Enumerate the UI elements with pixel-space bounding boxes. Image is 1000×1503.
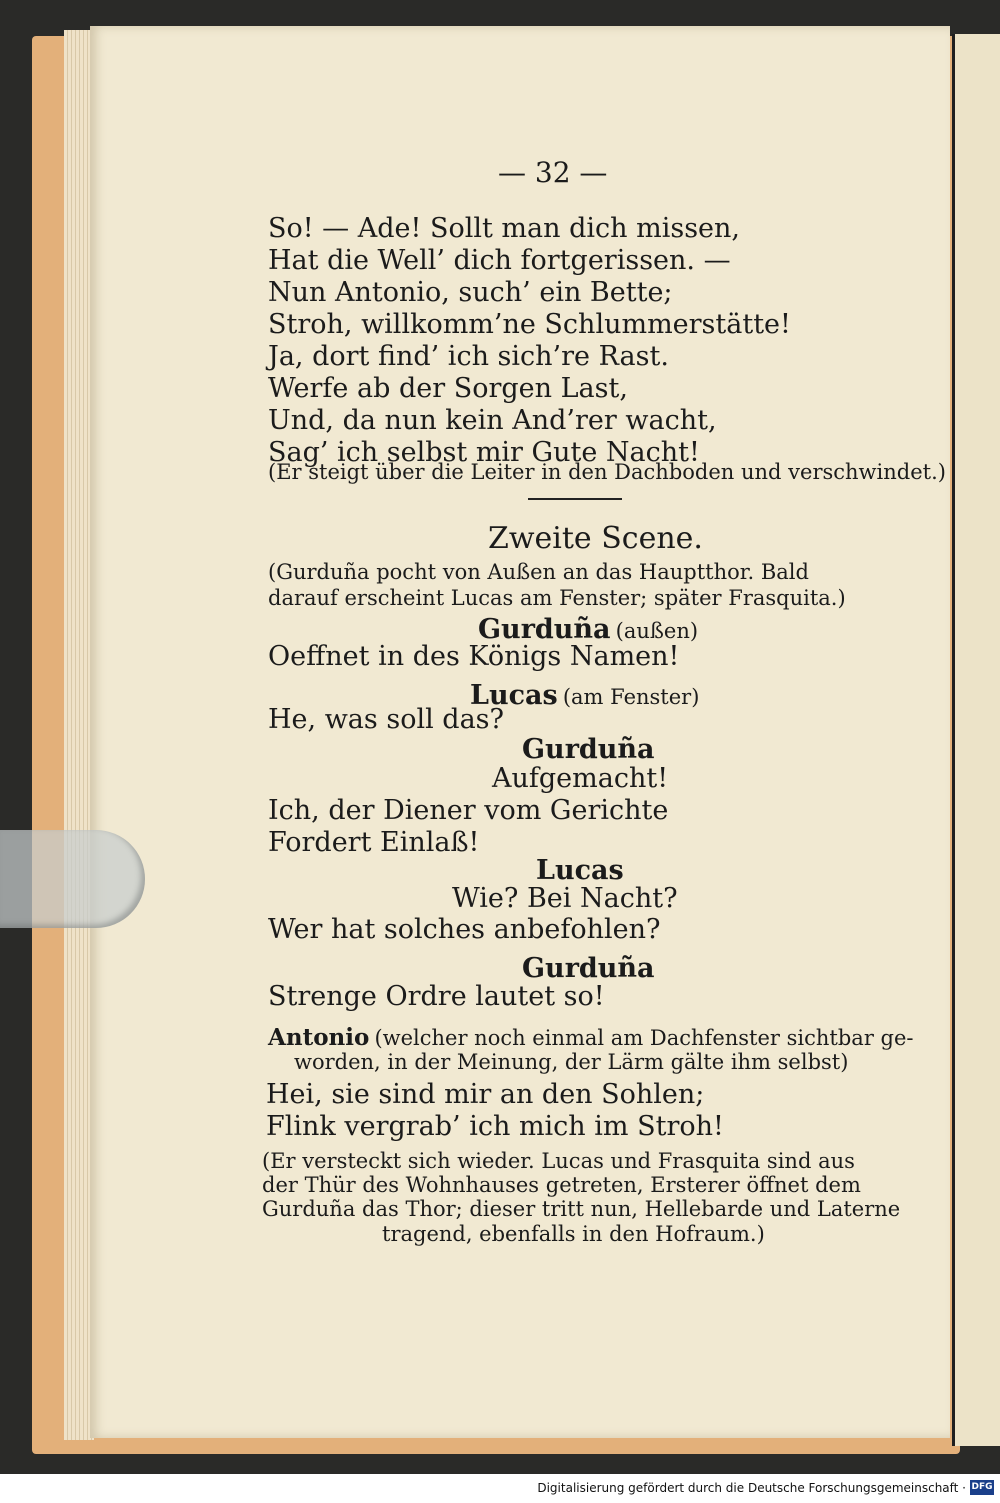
speaker-name: Gurduña (478, 614, 611, 645)
stage-direction: (Er steigt über die Leiter in den Dachboden und verschwindet.) (268, 460, 946, 484)
scene-title: Zweite Scene. (488, 521, 703, 556)
verse-line: Wie? Bei Nacht? (452, 883, 678, 914)
verse-line: Sag’ ich selbst mir Gute Nacht! (268, 437, 700, 468)
speaker-line (470, 680, 699, 711)
verse-line: Und, da nun kein And’rer wacht, (268, 405, 717, 436)
speaker-name: Gurduña (522, 953, 655, 984)
verse-line: Ja, dort find’ ich sich’re Rast. (268, 341, 669, 372)
verse-line: Wer hat solches anbefohlen? (268, 914, 661, 945)
verse-line: Werfe ab der Sorgen Last, (268, 373, 628, 404)
facing-page-edge (952, 34, 1000, 1446)
verse-line: Hei, sie sind mir an den Sohlen; (266, 1079, 705, 1110)
speaker-line (268, 1024, 914, 1051)
page-holder-thumb (0, 830, 145, 928)
page-number: — 32 — (498, 156, 608, 189)
speaker-note: (welcher noch einmal am Dachfenster sichtbar ge- (374, 1026, 914, 1050)
footer-credit: Digitalisierung gefördert durch die Deutsche Forschungsgemeinschaft · (537, 1481, 966, 1495)
stage-direction: darauf erscheint Lucas am Fenster; später Frasquita.) (268, 586, 846, 610)
stage-direction: (Er versteckt sich wieder. Lucas und Frasquita sind aus (262, 1149, 855, 1173)
verse-line: He, was soll das? (268, 704, 505, 735)
speaker-note: (am Fenster) (562, 685, 700, 709)
speaker-name: Gurduña (522, 734, 655, 765)
verse-line: Fordert Einlaß! (268, 827, 480, 858)
verse-line: So! — Ade! Sollt man dich missen, (268, 213, 740, 244)
stage-direction: (Gurduña pocht von Außen an das Hauptthor. Bald (268, 560, 809, 584)
verse-line: Nun Antonio, such’ ein Bette; (268, 277, 673, 308)
speaker-name: Lucas (470, 680, 558, 711)
verse-line: Oeffnet in des Königs Namen! (268, 641, 680, 672)
verse-line: Strenge Ordre lautet so! (268, 981, 605, 1012)
speaker-name: Antonio (268, 1024, 370, 1051)
verse-line: Ich, der Diener vom Gerichte (268, 795, 669, 826)
verse-line: Stroh, willkomm’ne Schlummerstätte! (268, 309, 791, 340)
dfg-logo-icon: DFG (970, 1480, 994, 1495)
stage-direction: Gurduña das Thor; dieser tritt nun, Hellebarde und Laterne (262, 1197, 901, 1221)
speaker-name: Lucas (536, 855, 624, 886)
stage-direction: tragend, ebenfalls in den Hofraum.) (382, 1222, 765, 1246)
speaker-note: (außen) (615, 619, 699, 643)
verse-line: Flink vergrab’ ich mich im Stroh! (266, 1111, 724, 1142)
verse-line: Aufgemacht! (492, 763, 669, 794)
section-divider (528, 498, 622, 500)
verse-line: Hat die Well’ dich fortgerissen. — (268, 245, 731, 276)
footer-bar (0, 1474, 1000, 1503)
stage-direction: der Thür des Wohnhauses getreten, Ersterer öffnet dem (262, 1173, 861, 1197)
speaker-note: worden, in der Meinung, der Lärm gälte ihm selbst) (294, 1050, 849, 1074)
